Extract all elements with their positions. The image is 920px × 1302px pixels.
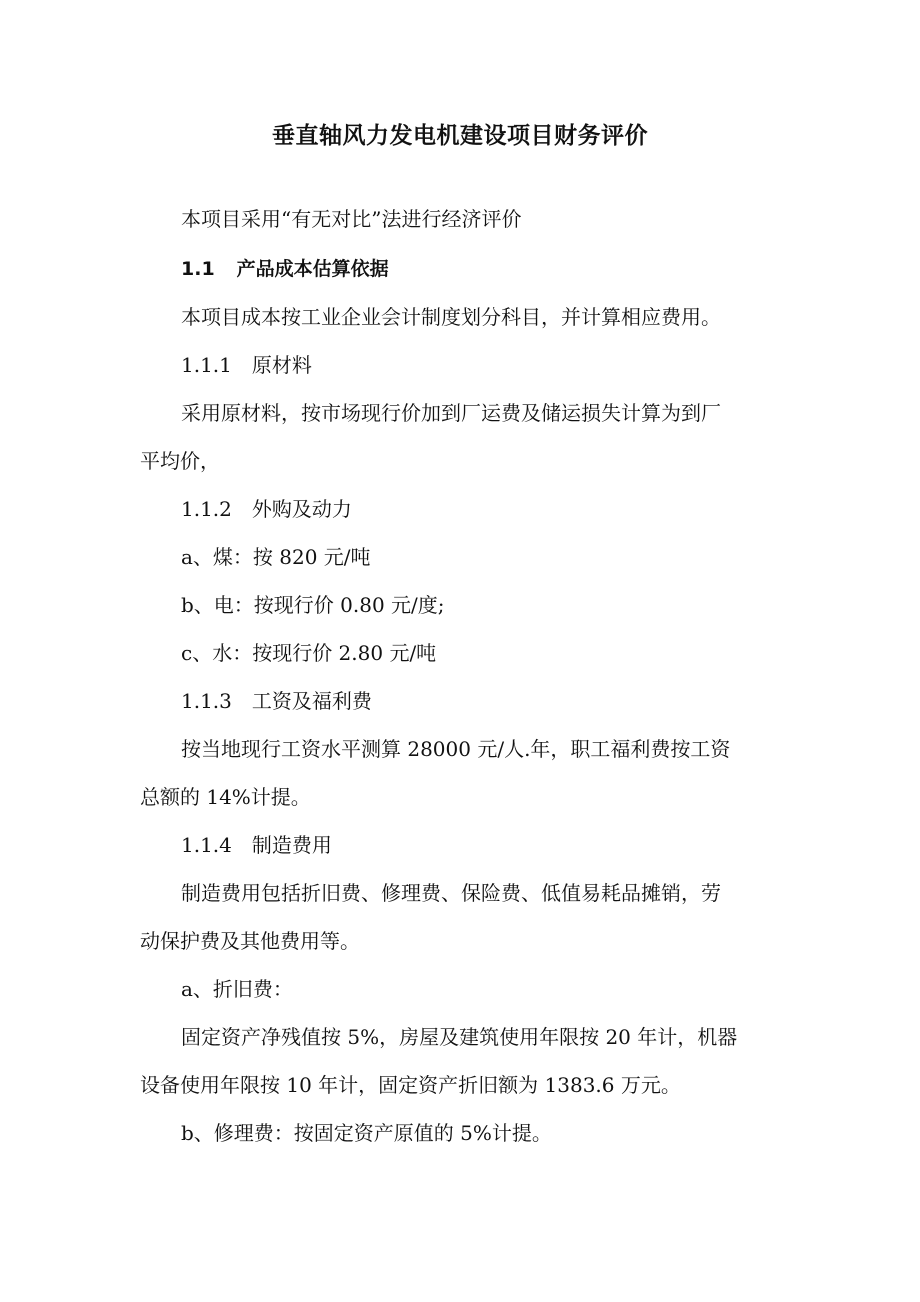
wage-line-1: 按当地现行工资水平测算 28000 元/人.年，职工福利费按工资 — [181, 737, 731, 761]
section-number: 1.1.2 — [181, 497, 232, 521]
water-price-item: c、水：按现行价 2.80 元/吨 — [181, 641, 437, 665]
section-heading-1-1-3 — [181, 686, 372, 716]
section-heading-1-1-1 — [181, 350, 312, 380]
depreciation-label: a、折旧费： — [181, 977, 293, 1001]
section-title: 工资及福利费 — [251, 689, 372, 713]
coal-price-item: a、煤：按 820 元/吨 — [181, 545, 371, 569]
section-title: 原材料 — [251, 353, 312, 377]
section-title: 外购及动力 — [251, 497, 352, 521]
section-heading-1-1-2 — [181, 494, 352, 524]
manufacturing-cost-line-2: 动保护费及其他费用等。 — [140, 929, 360, 953]
section-title: 产品成本估算依据 — [236, 258, 389, 280]
depreciation-line-2: 设备使用年限按 10 年计，固定资产折旧额为 1383.6 万元。 — [140, 1073, 681, 1097]
section-number: 1.1 — [181, 258, 215, 280]
electricity-price-item: b、电：按现行价 0.80 元/度; — [181, 593, 445, 617]
raw-material-line-2: 平均价， — [140, 449, 220, 473]
manufacturing-cost-line-1: 制造费用包括折旧费、修理费、保险费、低值易耗品摊销，劳 — [181, 881, 721, 905]
section-heading-1-1 — [181, 254, 389, 284]
wage-line-2: 总额的 14%计提。 — [140, 785, 311, 809]
section-title: 制造费用 — [251, 833, 332, 857]
intro-paragraph: 本项目采用“有无对比”法进行经济评价 — [181, 207, 522, 231]
repair-cost-item: b、修理费：按固定资产原值的 5%计提。 — [181, 1121, 552, 1145]
section-heading-1-1-4 — [181, 830, 332, 860]
document-title: 垂直轴风力发电机建设项目财务评价 — [272, 123, 648, 149]
depreciation-line-1: 固定资产净残值按 5%，房屋及建筑使用年限按 20 年计，机器 — [181, 1025, 738, 1049]
section-number: 1.1.3 — [181, 689, 232, 713]
section-number: 1.1.4 — [181, 833, 232, 857]
section-1-1-body: 本项目成本按工业企业会计制度划分科目，并计算相应费用。 — [181, 305, 721, 329]
raw-material-line-1: 采用原材料，按市场现行价加到厂运费及储运损失计算为到厂 — [181, 401, 721, 425]
section-number: 1.1.1 — [181, 353, 232, 377]
